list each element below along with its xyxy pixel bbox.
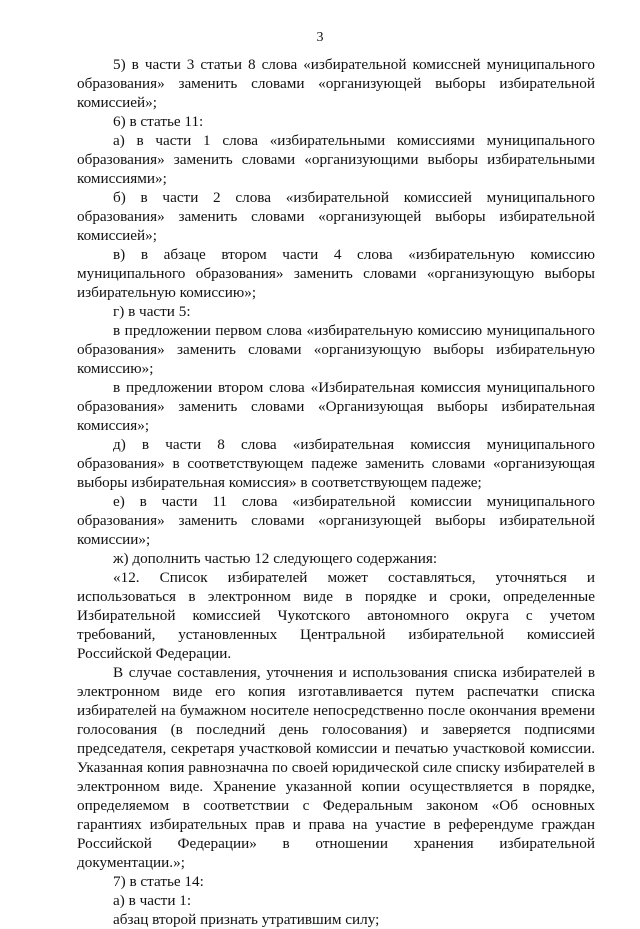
- paragraph-sub-g: г) в части 5:: [113, 303, 191, 320]
- paragraph-sentence-second: в предложении втором слова «Избирательная комиссия муниципального образования» заменить словами «Организующая выборы избирательная комиссия»;: [77, 379, 595, 434]
- paragraph-sub-zh: ж) дополнить частью 12 следующего содержания:: [113, 550, 438, 567]
- paragraph-item-7: 7) в статье 14:: [113, 873, 204, 890]
- paragraph-part-12: «12. Список избирателей может составляться, уточняться и использоваться в электронном виде в порядке и сроки, определенные Избирательной комиссией Чукотского автономного округа с учетом требований, установленных Центральной избирательной комиссией Российской Федерации.: [77, 569, 595, 662]
- paragraph-repeal: абзац второй признать утратившим силу;: [113, 911, 380, 928]
- paragraph-sub-a: а) в части 1 слова «избирательными комиссиями муниципального образования» заменить словами «организующими выборы избирательными комиссиями»;: [77, 132, 595, 187]
- paragraph-sentence-first: в предложении первом слова «избирательную комиссию муниципального образования» заменить словами «организующую выборы избирательную комиссию»;: [77, 322, 595, 377]
- paragraph-sub-d: д) в части 8 слова «избирательная комиссия муниципального образования» в соответствующем падеже заменить словами «организующая выборы избирательная комиссия» в соответствующем падеже;: [77, 436, 595, 491]
- document-body: [77, 55, 595, 929]
- paragraph-item-5: 5) в части 3 статьи 8 слова «избирательной комиссней муниципального образования» заменить словами «организующей выборы избирательной комиссией»;: [77, 56, 595, 111]
- page-number: 3: [316, 30, 324, 45]
- paragraph-article-11: 6) в статье 11:: [113, 113, 204, 130]
- paragraph-sub-e: е) в части 11 слова «избирательной комиссии муниципального образования» заменить словами «организующей выборы избирательной комиссии»;: [77, 493, 595, 548]
- paragraph-sub-b: б) в части 2 слова «избирательной комиссией муниципального образования» заменить словами «организующей выборы избирательной комиссией»;: [77, 189, 595, 244]
- paragraph-sub-v: в) в абзаце втором части 4 слова «избирательную комиссию муниципального образования» заменить словами «организующую выборы избирательную комиссию»;: [77, 246, 595, 301]
- paragraph-electronic-copy: В случае составления, уточнения и использования списка избирателей в электронном виде его копия изготавливается путем распечатки списка избирателей на бумажном носителе непосредственно после окончания времени голосования (в последний день голосования) и заверяется подписями председателя, секретаря участковой комиссии и печатью участковой комиссии. Указанная копия равнозначна по своей юридической силе списку избирателей в электронном виде. Хранение указанной копии осуществляется в порядке, определяемом в соответствии с Федеральным законом «Об основных гарантиях избирательных прав и права на участие в референдуме граждан Российской Федерации» в отношении хранения избирательной документации.»;: [77, 664, 595, 871]
- paragraph-part-1: а) в части 1:: [113, 892, 192, 909]
